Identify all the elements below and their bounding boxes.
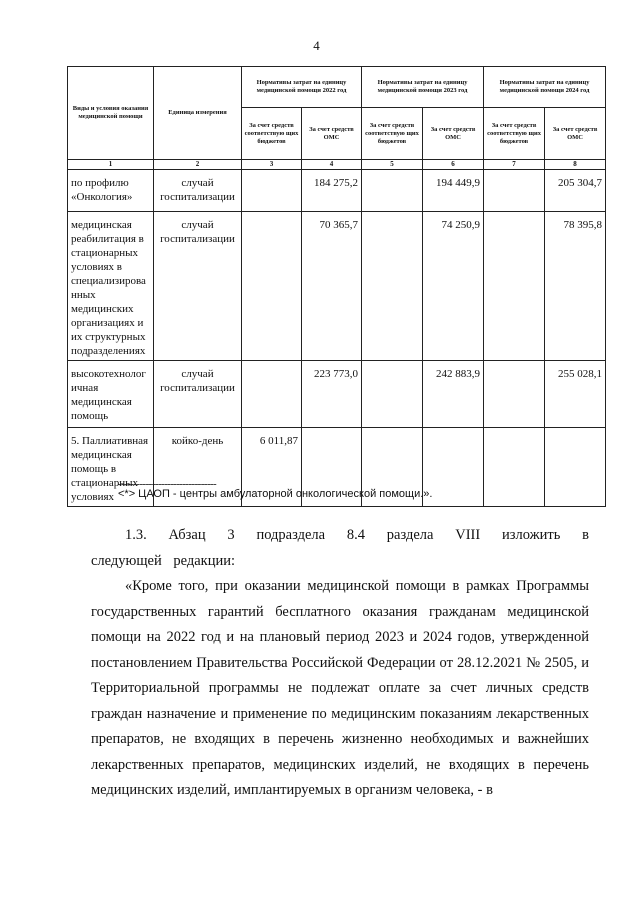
column-number: 4 xyxy=(302,160,362,170)
care-kind-cell: по профилю «Онкология» xyxy=(68,170,154,212)
header-year-2023: Нормативы затрат на единицу медицинской помощи 2023 год xyxy=(362,67,484,108)
paragraph-text: 1.3. Абзац 3 подраздела 8.4 раздела VIII изложить в следующей редакции: xyxy=(91,527,589,569)
value-cell xyxy=(242,361,302,428)
paragraph-quote xyxy=(91,574,589,804)
column-number: 3 xyxy=(242,160,302,170)
value-cell: 184 275,2 xyxy=(302,170,362,212)
footnote: <*> ЦАОП - центры амбулаторной онкологической помощи.». xyxy=(118,488,433,500)
header-budget-2023: За счет средств соответствую щих бюджетов xyxy=(362,108,423,160)
column-number: 8 xyxy=(545,160,606,170)
header-year-2022: Нормативы затрат на единицу медицинской помощи 2022 год xyxy=(242,67,362,108)
value-cell xyxy=(362,170,423,212)
paragraph-text: «Кроме того, при оказании медицинской помощи в рамках Программы государственных гарантий бесплатного оказания гражданам медицинской помощи на 2022 год и на плановый период 2023 и 2024 годов, утвержденной постановлением Правительства Российской Федерации от 28.12.2021 № 2505, и Территориальной программы не подлежат оплате за счет личных средств граждан назначение и применение по медицинским показаниям лекарственных препаратов, не входящих в перечень жизненно необходимых и важнейших лекарственных препаратов, медицинских изделий, не входящих в перечень медицинских изделий, имплантируемых в организм человека, - в xyxy=(91,578,589,798)
unit-cell: койко-день xyxy=(154,428,242,507)
value-cell: 255 028,1 xyxy=(545,361,606,428)
cost-norms-table xyxy=(67,66,606,507)
header-oms-2023: За счет средств ОМС xyxy=(423,108,484,160)
table-row xyxy=(68,212,606,361)
header-oms-2022: За счет средств ОМС xyxy=(302,108,362,160)
care-kind-cell: медицинская реабилитация в стационарных условиях в специализирова нных медицинских организациях и их структурных подразделениях xyxy=(68,212,154,361)
column-number: 6 xyxy=(423,160,484,170)
footnote-separator: -------------------------------- xyxy=(118,478,217,490)
unit-cell: случай госпитализации xyxy=(154,212,242,361)
paragraph-amendment xyxy=(91,523,589,574)
value-cell: 223 773,0 xyxy=(302,361,362,428)
value-cell xyxy=(484,212,545,361)
value-cell xyxy=(242,212,302,361)
care-kind-cell: высокотехнолог ичная медицинская помощь xyxy=(68,361,154,428)
unit-cell: случай госпитализации xyxy=(154,170,242,212)
column-number: 7 xyxy=(484,160,545,170)
header-budget-2024: За счет средств соответствую щих бюджетов xyxy=(484,108,545,160)
value-cell: 205 304,7 xyxy=(545,170,606,212)
header-year-2024: Нормативы затрат на единицу медицинской помощи 2024 год xyxy=(484,67,606,108)
value-cell xyxy=(362,361,423,428)
column-number-row xyxy=(68,160,606,170)
page-number: 4 xyxy=(313,38,320,53)
header-kind: Виды и условия оказания медицинской помощи xyxy=(68,67,154,160)
value-cell xyxy=(545,428,606,507)
column-number: 2 xyxy=(154,160,242,170)
value-cell xyxy=(484,170,545,212)
value-cell: 242 883,9 xyxy=(423,361,484,428)
unit-cell: случай госпитализации xyxy=(154,361,242,428)
table-row xyxy=(68,361,606,428)
value-cell: 78 395,8 xyxy=(545,212,606,361)
table-row xyxy=(68,170,606,212)
value-cell xyxy=(484,428,545,507)
header-oms-2024: За счет средств ОМС xyxy=(545,108,606,160)
column-number: 5 xyxy=(362,160,423,170)
value-cell: 74 250,9 xyxy=(423,212,484,361)
value-cell: 70 365,7 xyxy=(302,212,362,361)
value-cell: 6 011,87 xyxy=(242,428,302,507)
value-cell xyxy=(242,170,302,212)
column-number: 1 xyxy=(68,160,154,170)
value-cell xyxy=(484,361,545,428)
header-unit: Единица измерения xyxy=(154,67,242,160)
value-cell: 194 449,9 xyxy=(423,170,484,212)
value-cell xyxy=(362,212,423,361)
care-kind-cell: 5. Паллиативная медицинская помощь в стационарных условиях xyxy=(68,428,154,507)
header-budget-2022: За счет средств соответствую щих бюджетов xyxy=(242,108,302,160)
